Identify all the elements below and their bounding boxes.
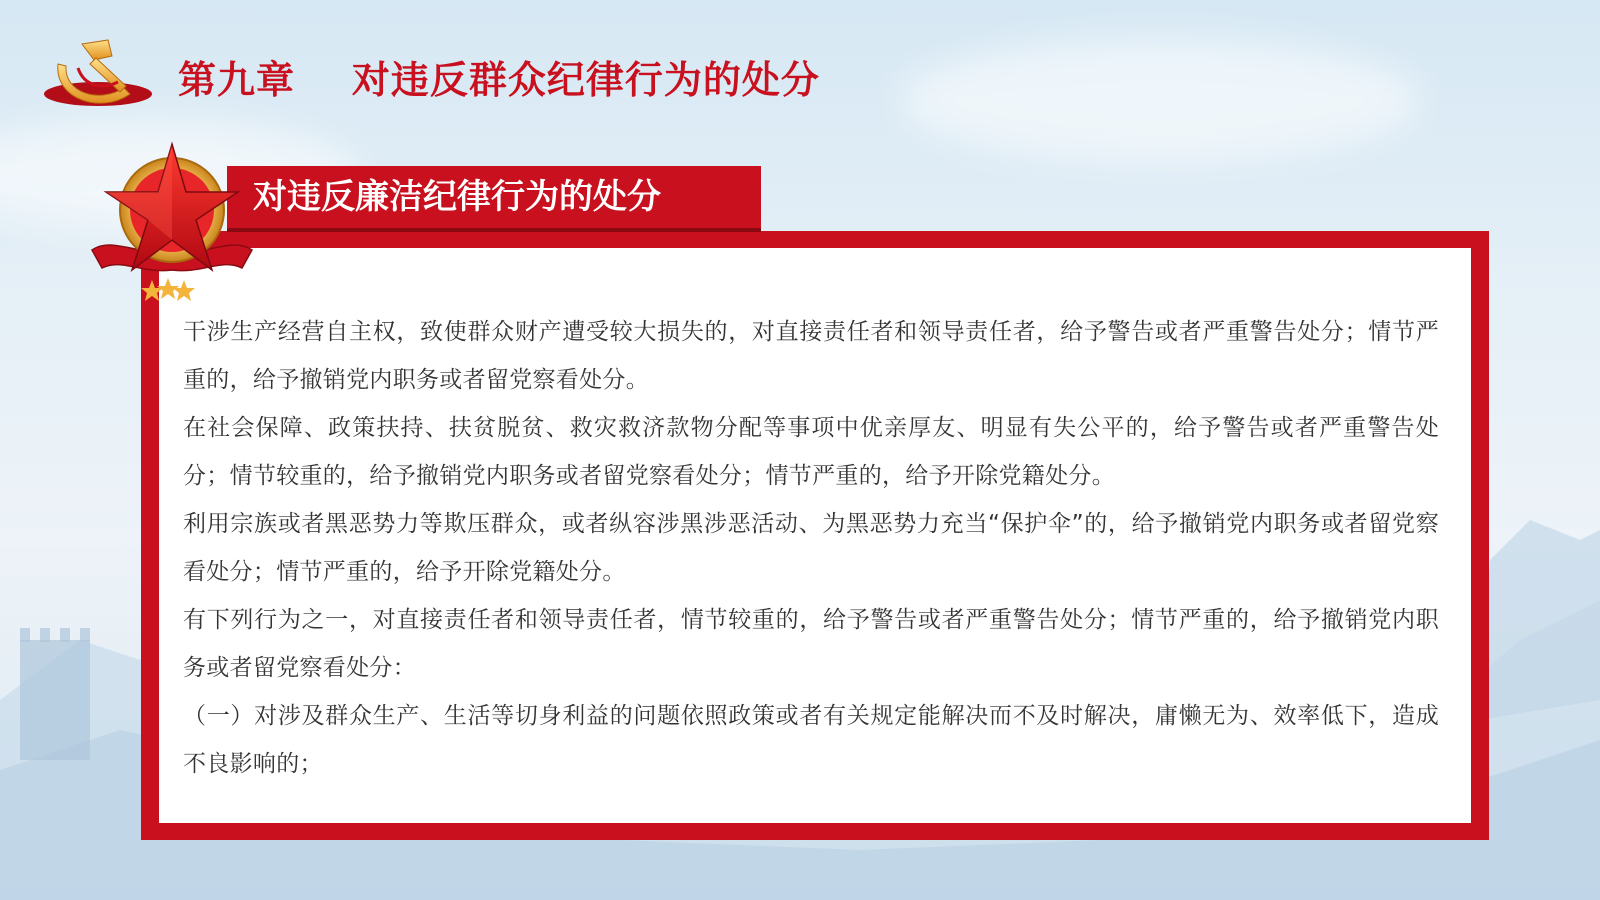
paragraph: 有下列行为之一，对直接责任者和领导责任者，情节较重的，给予警告或者严重警告处分；情节严重的，给予撤销党内职务或者留党察看处分： (183, 607, 1439, 681)
paragraph: 干涉生产经营自主权，致使群众财产遭受较大损失的，对直接责任者和领导责任者，给予警告或者严重警告处分；情节严重的，给予撤销党内职务或者留党察看处分。 (183, 319, 1439, 393)
content-frame (141, 231, 1489, 840)
party-emblem-icon (38, 30, 158, 112)
content-text (183, 308, 1439, 788)
paragraph: 在社会保障、政策扶持、扶贫脱贫、救灾救济款物分配等事项中优亲厚友、明显有失公平的，给予警告或者严重警告处分；情节较重的，给予撤销党内职务或者留党察看处分；情节严重的，给予开除党籍处分。 (183, 415, 1439, 489)
red-star-badge-icon (82, 140, 262, 305)
paragraph: （一）对涉及群众生产、生活等切身利益的问题依照政策或者有关规定能解决而不及时解决，庸懒无为、效率低下，造成不良影响的； (183, 703, 1439, 777)
content-panel (159, 248, 1471, 823)
chapter-title: 第九章 对违反群众纪律行为的处分 (178, 58, 820, 102)
section-title: 对违反廉洁纪律行为的处分 (253, 177, 661, 217)
paragraph: 利用宗族或者黑恶势力等欺压群众，或者纵容涉黑涉恶活动、为黑恶势力充当“保护伞”的，给予撤销党内职务或者留党察看处分；情节严重的，给予开除党籍处分。 (183, 511, 1439, 585)
section-banner (227, 166, 761, 232)
